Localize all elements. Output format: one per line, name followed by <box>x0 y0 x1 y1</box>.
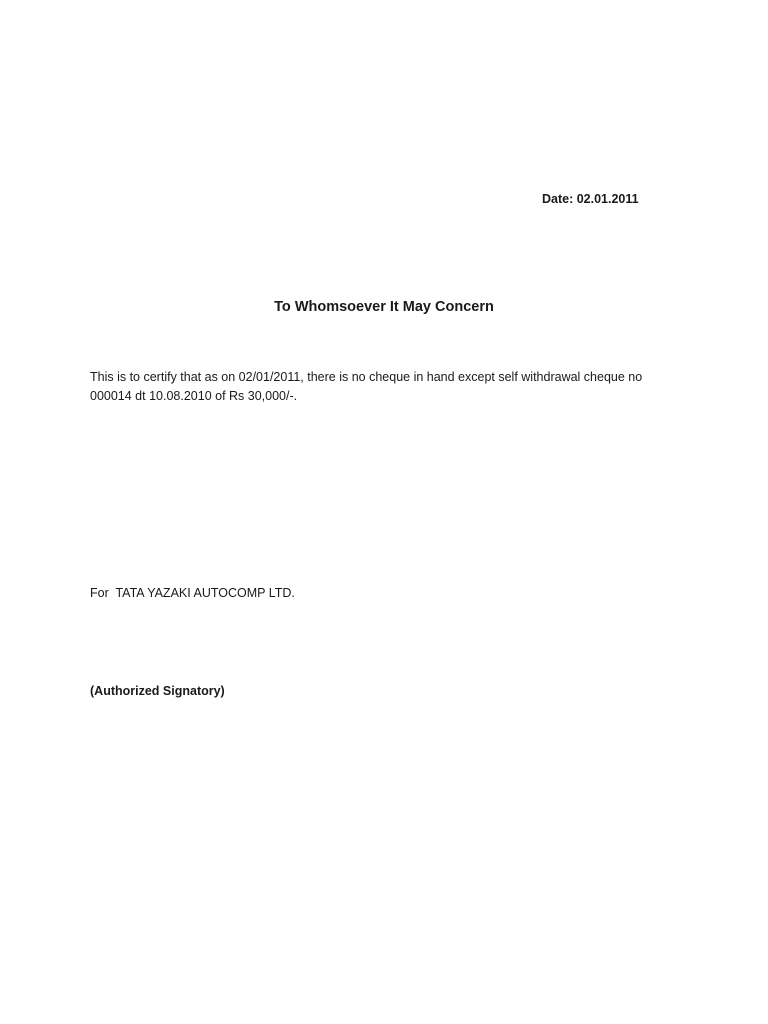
letter-body-line-1: This is to certify that as on 02/01/2011, there is no cheque in hand except self withdrawal cheque no <box>90 370 643 384</box>
authorized-signatory: (Authorized Signatory) <box>90 684 225 698</box>
letter-heading: To Whomsoever It May Concern <box>274 299 494 315</box>
letter-body <box>90 368 680 406</box>
company-line: For TATA YAZAKI AUTOCOMP LTD. <box>90 586 295 600</box>
letter-date: Date: 02.01.2011 <box>542 192 639 206</box>
letter-body-line-2: 000014 dt 10.08.2010 of Rs 30,000/-. <box>90 389 298 403</box>
